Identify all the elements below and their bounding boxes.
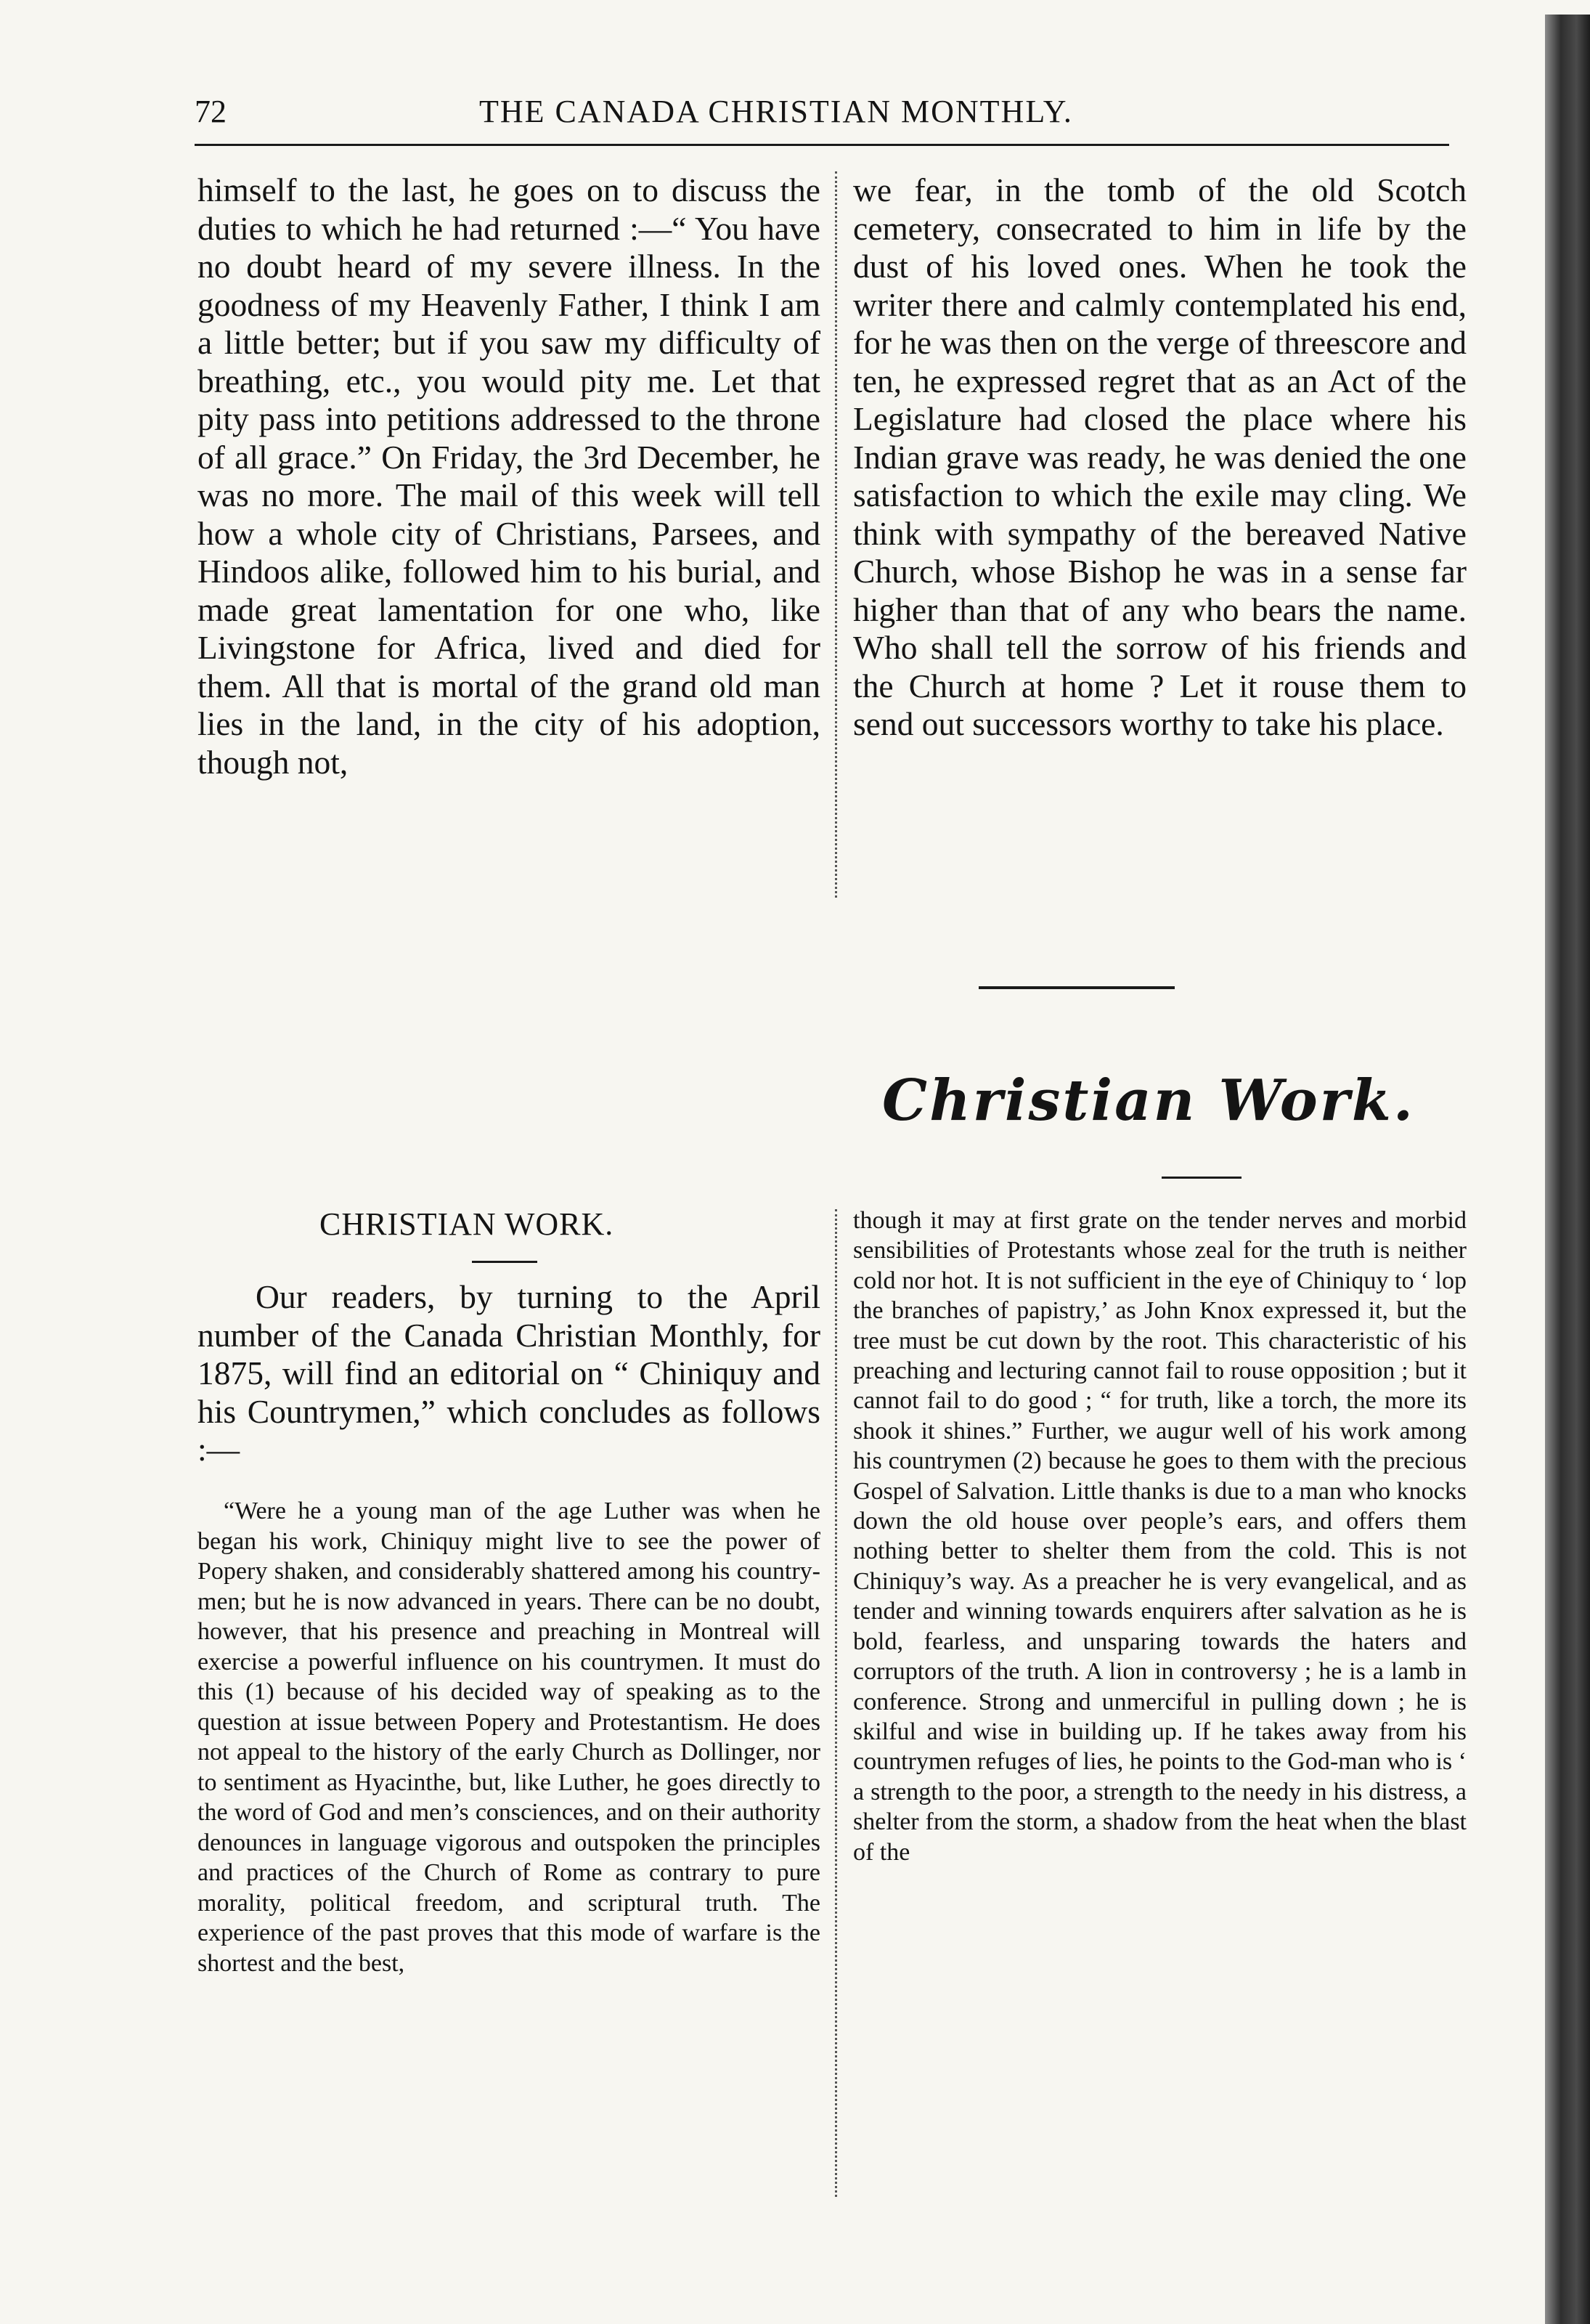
article-intro: Our readers, by turning to the April number of the Canada Christian Monthly, for 1875, will find an editorial on “ Chiniquy and his Countrymen,” which concludes as follows :— [197,1278,820,1468]
page-edge-shadow [1545,15,1590,2324]
section-rule [979,986,1175,989]
column-divider-top [835,171,837,898]
title-dash [472,1261,537,1263]
page-number: 72 [195,94,227,129]
article-quote: “Were he a young man of the age Luther was when he began his work, Chiniquy might live to see the power of Popery shaken, and considerably shattered among his countrymen; but he is now advanced in years. There can be no doubt, however, that his presence and preaching in Montreal will exercise a powerful influence on his countrymen. It must do this (1) because of his decided way of speaking as to the question at issue between Popery and Protestantism. He does not appeal to the history of the early Church as Dollinger, nor to sentiment as Hyacinthe, but, like Luther, he goes directly to the word of God and men’s consciences, and on their authority denounces in language vigorous and outspoken the principles and practices of the Church of Rome as contrary to pure morality, political freedom, and scriptural truth. The experience of the past proves that this mode of warfare is the shortest and the best, [197,1498,820,1977]
column-divider-bottom [835,1209,837,2197]
article-right-column: though it may at first grate on the tender nerves and morbid sensibilities of Protestants whose zeal for the truth is neither cold nor hot. It is not sufficient in the eye of Chiniquy to ‘ lop the branches of papistry,’ as John Knox expressed it, but the tree must be cut down by the root. This characteristic of his preaching and lecturing cannot fail to rouse opposition ; but it cannot fail to do good ; “ for truth, like a torch, the more its shook it shines.” Further, we augur well of his work among his countrymen (2) because he goes to them with the precious Gospel of Salvation. Little thanks is due to a man who knocks down the old house over people’s ears, and offers them nothing better to shelter them from the cold. This is not Chiniquy’s way. As a preacher he is very evangelical, and as tender and winning towards enquirers after salvation as he is bold, fearless, and unsparing towards the haters and corruptors of the truth. A lion in controversy ; he is a lamb in conference. Strong and unmerciful in pulling down ; he is skilful and wise in building up. If he takes away from his countrymen refuges of lies, he points to the God-man who is ‘ a strength to the poor, a strength to the needy in his distress, a shelter from the storm, a shadow from the heat when the blast of the [853,1207,1467,1866]
heading-rule [1162,1177,1242,1179]
top-right-column: we fear, in the tomb of the old Scotch cemetery, consecrated to him in life by the dust of his loved ones. When he took the writer there and calmly contemplated his end, for he was then on the verge of threescore and ten, he expressed regret that as an Act of the Legislature had closed the place where his Indian grave was ready, he was denied the one satisfaction to which the exile may cling. We think with sympathy of the bereaved Native Church, whose Bishop he was in a sense far higher than that of any who bears the name. Who shall tell the sorrow of his friends and the Church at home ? Let it rouse them to send out successors worthy to take his place. [853,171,1467,742]
running-head: THE CANADA CHRISTIAN MONTHLY. [479,94,1073,129]
top-left-column: himself to the last, he goes on to discuss the duties to which he had returned :—“ You have no doubt heard of my severe illness. In the goodness of my Heavenly Father, I think I am a little better; but if you saw my difficulty of breathing, etc., you would pity me. Let that pity pass into petitions addressed to the throne of all grace.” On Friday, the 3rd December, he was no more. The mail of this week will tell how a whole city of Christians, Parsees, and Hindoos alike, followed him to his burial, and made great lamentation for one who, like Livingstone for Africa, lived and died for them. All that is mortal of the grand old man lies in the land, in the city of his adoption, though not, [197,171,820,781]
header-rule [195,144,1449,146]
article-title: CHRISTIAN WORK. [319,1206,614,1242]
section-heading: Christian Work. [882,1068,1416,1134]
